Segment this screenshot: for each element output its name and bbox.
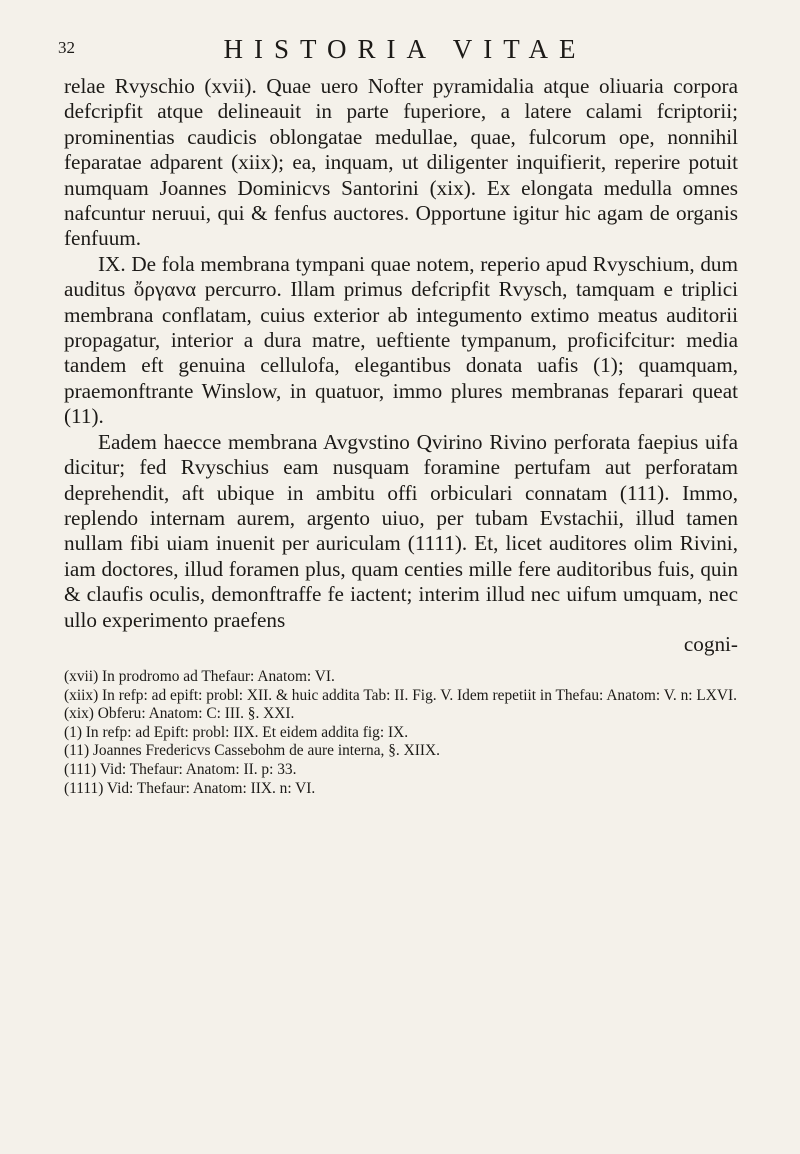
footnote-xvii: (xvii) In prodromo ad Thefaur: Anatom: VI.: [64, 667, 335, 685]
catchword: cogni-: [683, 631, 738, 656]
paragraph-ix: IX. De fola membrana tympani quae notem, reperio apud Rvyschium, dum auditus ὄργανα percurro. Illam primus defcripfit Rvysch, tamquam e triplici membrana conflatam, cuius exterior ab integumento extimo meatus auditorii propagatur, interior a dura matre, ueftiente tympanum, proficifcitur: media tandem eft genuina cellulofa, elegantibus donata uafis (1); quamquam, praemonftrante Winslow, in quatuor, immo plures membranas feparari queat (11).: [64, 251, 738, 429]
footnote-xix: (xix) Obferu: Anatom: C: III. §. XXI.: [64, 705, 295, 723]
footnote-3: (111) Vid: Thefaur: Anatom: II. p: 33.: [64, 760, 297, 778]
running-head: HISTORIA VITAE: [223, 34, 587, 64]
footnote-4: (1111) Vid: Thefaur: Anatom: IIX. n: VI.: [64, 779, 316, 797]
footnotes: [64, 668, 738, 798]
footnote-2: (11) Joannes Fredericvs Cassebohm de aure interna, §. XIIX.: [64, 742, 440, 760]
page-number: 32: [58, 38, 75, 57]
main-text: [64, 74, 738, 633]
page-header: [58, 34, 738, 64]
paragraph-continued: relae Rvyschio (xvii). Quae uero Nofter pyramidalia atque oliuaria corpora defcripfit atque delineauit in parte fuperiore, a latere calami fcriptorii; prominentias caudicis oblongatae medullae, quae, fulcorum ope, nonnihil feparatae adparent (xiix); ea, inquam, ut diligenter inquifierit, reperire potuit numquam Joannes Dominicvs Santorini (xix). Ex elongata medulla omnes nafcuntur neruui, qui & fenfus auctores. Opportune igitur hic agam de organis fenfuum.: [64, 74, 738, 251]
footnote-xiix: (xiix) In refp: ad epift: probl: XII. & huic addita Tab: II. Fig. V. Idem repetiit in Thefau: Anatom: V. n: LXVI.: [64, 686, 737, 704]
footnote-1: (1) In refp: ad Epift: probl: IIX. Et eidem addita fig: IX.: [64, 723, 409, 741]
paragraph-eadem: Eadem haecce membrana Avgvstino Qvirino Rivino perforata faepius uifa dicitur; fed Rvyschius eam nusquam foramine pertufam aut perforatam deprehendit, aft ubique in ambitu offi orbiculari connatam (111). Immo, replendo internam aurem, argento uiuo, per tubam Evstachii, illud tamen nullam fibi uiam inuenit per auriculam (1111). Et, licet auditores olim Rivini, iam doctores, illud foramen plus, quam centies mille fere auditoribus fuis, quin & claufis oculis, demonftraffe fe iactent; interim illud nec uifum umquam, nec ullo experimento praefens: [64, 429, 738, 632]
